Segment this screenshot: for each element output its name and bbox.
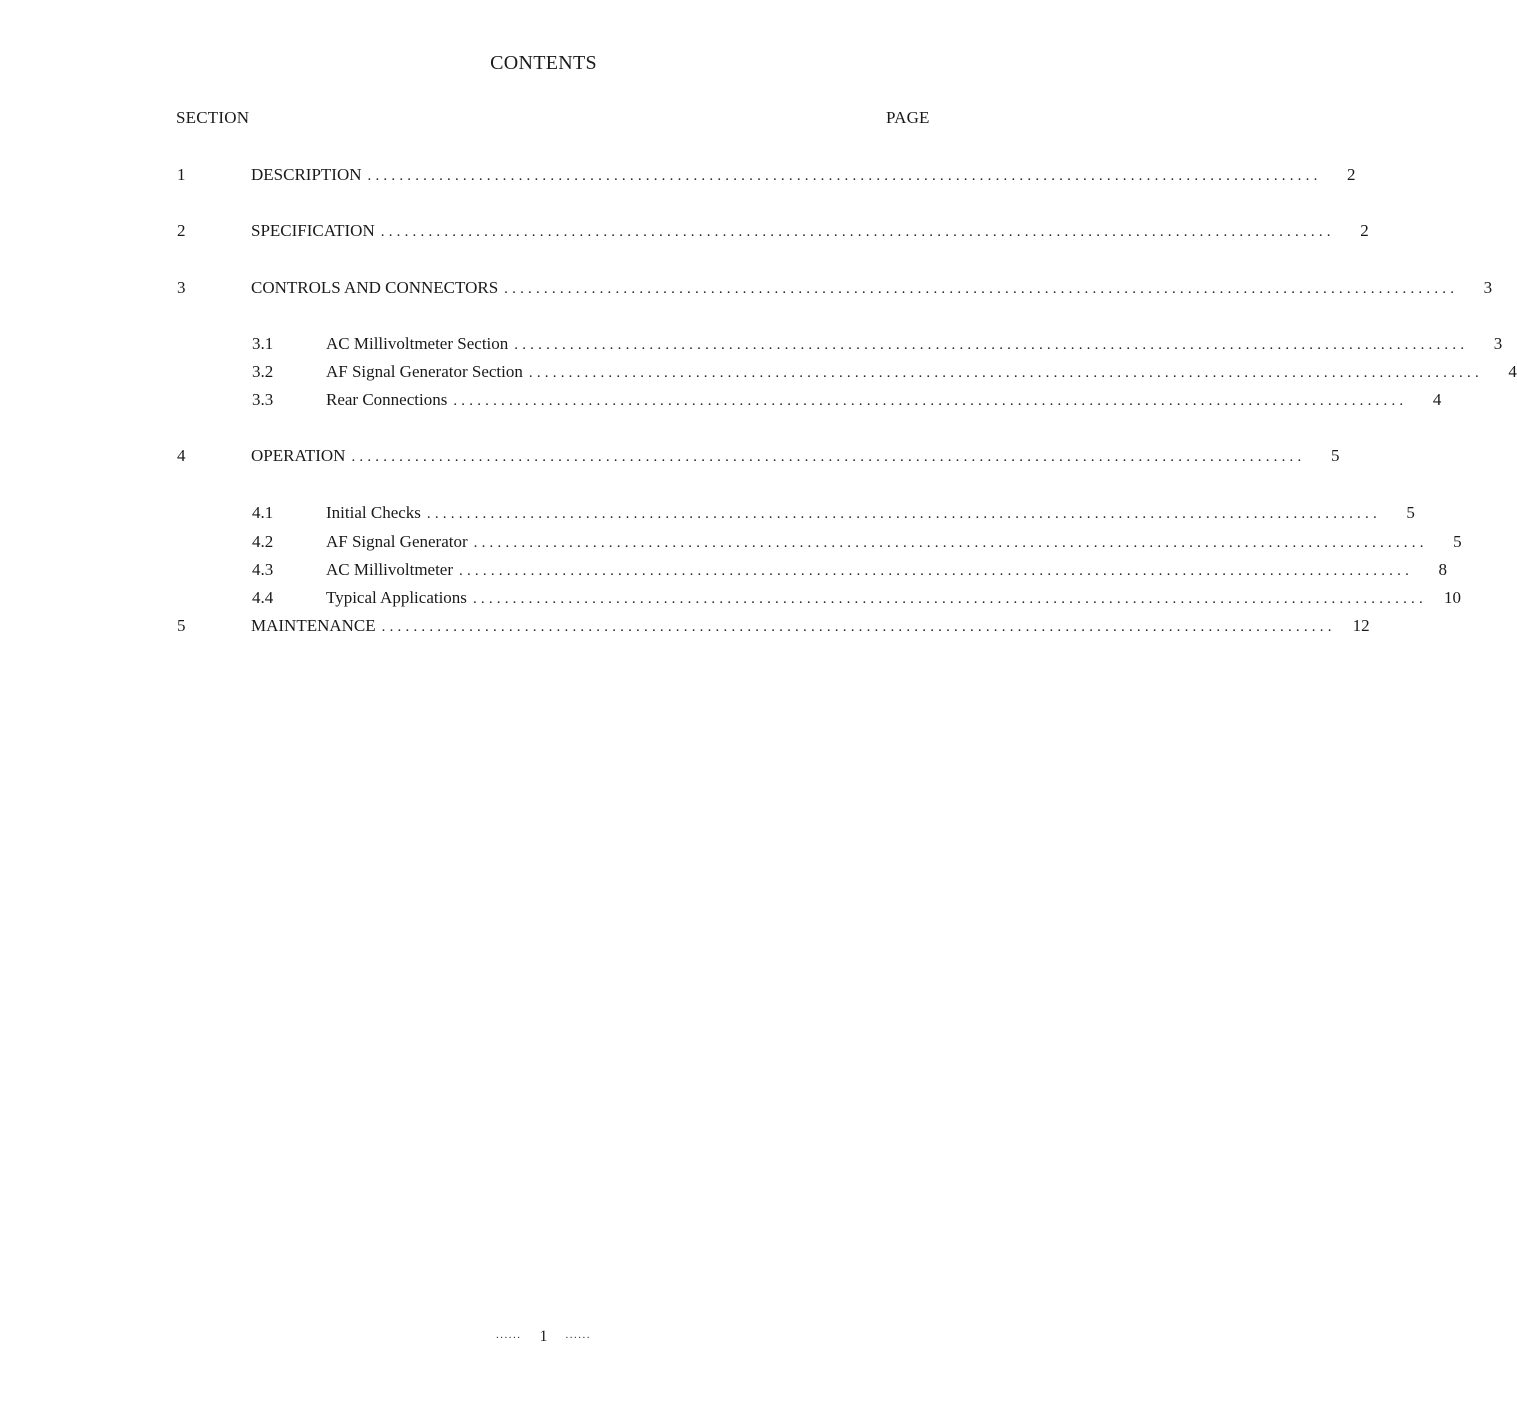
toc-leader-dots: ........................................................................................................................	[453, 393, 1408, 409]
toc-leader-dots: ........................................................................................................................	[504, 281, 1459, 297]
footer-page-number	[0, 1328, 1087, 1346]
footer-dots-right: ......	[565, 1329, 591, 1341]
toc-entry-page: 10	[1443, 588, 1461, 607]
toc-entry-number: 4.2	[252, 532, 274, 551]
toc-entry-title: Typical Applications	[326, 586, 473, 610]
toc-entry-rear-connections[interactable]	[252, 388, 1442, 412]
toc-entry-page: 3	[1493, 334, 1503, 353]
toc-entry-number: 3.2	[252, 362, 274, 381]
toc-entry-description[interactable]	[177, 163, 1356, 187]
toc-entry-number: 2	[177, 221, 186, 240]
toc-leader-dots: ........................................................................................................................	[459, 563, 1414, 579]
toc-leader-dots: ........................................................................................................................	[426, 506, 1381, 522]
toc-entry-page: 8	[1438, 560, 1448, 579]
toc-entry-title: MAINTENANCE	[251, 614, 382, 638]
toc-leader-dots: ........................................................................................................................	[351, 449, 1306, 465]
toc-entry-maintenance[interactable]	[177, 614, 1370, 638]
toc-entry-af-signal-generator[interactable]	[252, 530, 1462, 554]
toc-entry-controls-and-connectors[interactable]	[177, 276, 1493, 300]
toc-entry-page: 5	[1453, 532, 1462, 551]
toc-entry-page: 4	[1432, 390, 1442, 409]
page-number: 1	[539, 1328, 548, 1345]
toc-leader-dots: ........................................................................................................................	[472, 591, 1427, 607]
toc-entry-number: 1	[177, 165, 186, 184]
toc-leader-dots: ........................................................................................................................	[473, 535, 1428, 551]
toc-entry-number: 4.3	[252, 560, 274, 579]
toc-leader-dots: ........................................................................................................................	[528, 365, 1483, 381]
toc-entry-page: 12	[1352, 616, 1370, 635]
toc-entry-title: AF Signal Generator	[326, 530, 474, 554]
toc-entry-title: Initial Checks	[326, 501, 427, 525]
toc-entry-af-signal-generator-section[interactable]	[252, 360, 1517, 384]
toc-entry-title: AC Millivoltmeter Section	[326, 332, 514, 356]
toc-entry-title: CONTROLS AND CONNECTORS	[251, 276, 504, 300]
toc-entry-title: Rear Connections	[326, 388, 453, 412]
toc-entry-title: DESCRIPTION	[251, 163, 368, 187]
toc-entry-page: 2	[1347, 165, 1356, 184]
page-column-header: PAGE	[886, 108, 930, 127]
toc-entry-page: 2	[1360, 221, 1369, 240]
toc-entry-page: 5	[1330, 446, 1340, 465]
toc-entry-typical-applications[interactable]	[252, 586, 1461, 610]
toc-entry-number: 3.3	[252, 390, 274, 409]
toc-entry-title: AC Millivoltmeter	[326, 558, 459, 582]
toc-entry-number: 3.1	[252, 334, 274, 353]
toc-entry-initial-checks[interactable]	[252, 501, 1415, 525]
section-column-header: SECTION	[176, 108, 250, 127]
toc-leader-dots: ........................................................................................................................	[380, 224, 1335, 240]
footer-dots-left: ......	[496, 1329, 522, 1341]
toc-entry-page: 3	[1483, 278, 1493, 297]
toc-leader-dots: ........................................................................................................................	[381, 619, 1336, 635]
toc-entry-operation[interactable]	[177, 444, 1340, 468]
toc-entry-ac-millivoltmeter-section[interactable]	[252, 332, 1503, 356]
toc-entry-number: 4.4	[252, 588, 274, 607]
toc-leader-dots: ........................................................................................................................	[514, 337, 1469, 353]
toc-entry-page: 5	[1406, 503, 1415, 522]
page-title: CONTENTS	[490, 52, 597, 74]
toc-entry-number: 3	[177, 278, 186, 297]
toc-entry-title: OPERATION	[251, 444, 351, 468]
toc-leader-dots: ........................................................................................................................	[367, 168, 1322, 184]
toc-entry-number: 4.1	[252, 503, 274, 522]
toc-entry-number: 4	[177, 446, 186, 465]
toc-entry-page: 4	[1508, 362, 1517, 381]
toc-entry-title: SPECIFICATION	[251, 219, 381, 243]
toc-entry-title: AF Signal Generator Section	[326, 360, 529, 384]
toc-entry-specification[interactable]	[177, 219, 1369, 243]
toc-entry-number: 5	[177, 616, 186, 635]
toc-entry-ac-millivoltmeter[interactable]	[252, 558, 1448, 582]
